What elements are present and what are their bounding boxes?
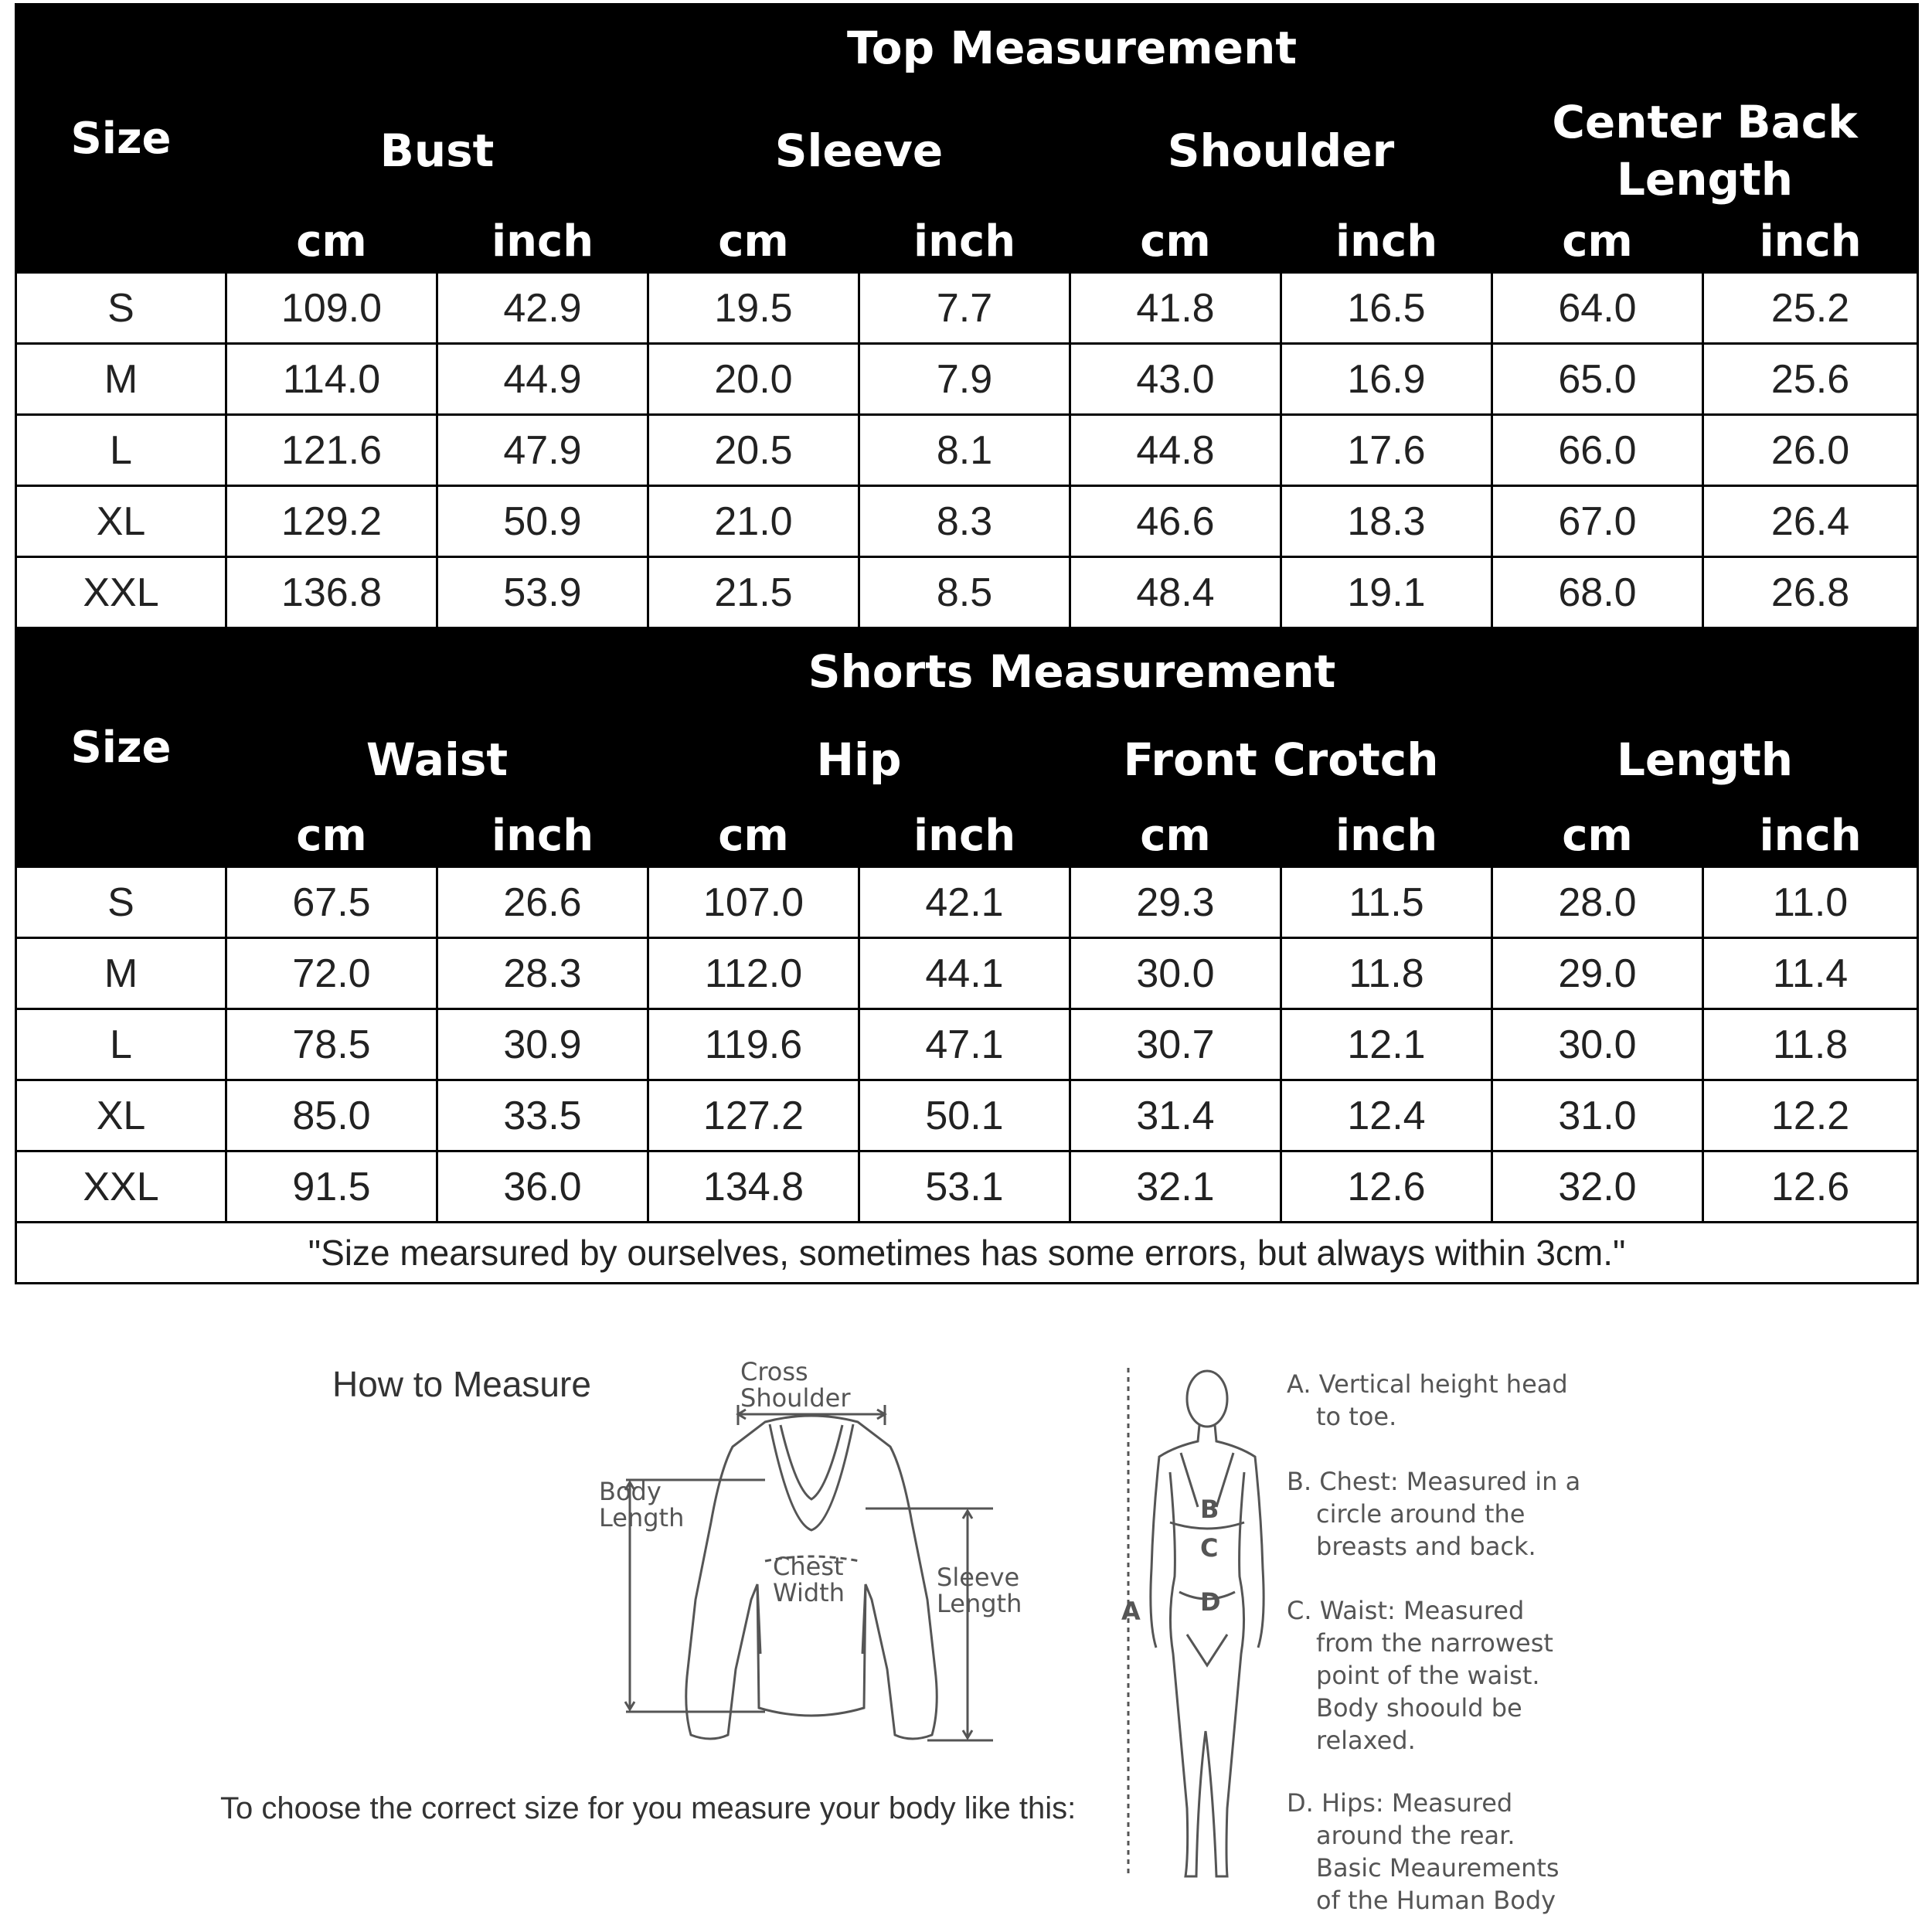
- size-cell: M: [16, 938, 226, 1009]
- measurement-cell: 26.0: [1703, 415, 1918, 486]
- group-header: Hip: [648, 716, 1070, 804]
- measurement-cell: 11.4: [1703, 938, 1918, 1009]
- body-label-d: D: [1200, 1587, 1221, 1617]
- group-header: Shoulder: [1070, 92, 1492, 210]
- measurement-cell: 47.9: [437, 415, 648, 486]
- description-d: D. Hips: Measured around the rear. Basic Meaurements of the Human Body: [1287, 1788, 1560, 1915]
- size-cell: L: [16, 415, 226, 486]
- measurement-cell: 119.6: [648, 1009, 859, 1080]
- measurement-cell: 85.0: [226, 1080, 437, 1151]
- description-c: C. Waist: Measured from the narrowest point of the waist. Body shoould be relaxed.: [1287, 1596, 1553, 1755]
- sleeve-length-label: Sleeve Length: [937, 1563, 1022, 1618]
- measurement-cell: 29.3: [1070, 867, 1281, 938]
- measurement-cell: 42.1: [859, 867, 1070, 938]
- unit-header: cm: [648, 210, 859, 273]
- table-row: [16, 273, 1918, 344]
- measurement-cell: 29.0: [1492, 938, 1703, 1009]
- unit-header: cm: [226, 804, 437, 867]
- size-chart: [15, 3, 1917, 1284]
- measurement-cell: 11.8: [1281, 938, 1492, 1009]
- unit-header: inch: [859, 804, 1070, 867]
- unit-header: cm: [1070, 210, 1281, 273]
- measurement-cell: 31.4: [1070, 1080, 1281, 1151]
- measurement-cell: 28.3: [437, 938, 648, 1009]
- measurement-cell: 33.5: [437, 1080, 648, 1151]
- unit-header: cm: [1070, 804, 1281, 867]
- unit-header: inch: [1281, 210, 1492, 273]
- unit-header: cm: [1492, 804, 1703, 867]
- measurement-cell: 11.8: [1703, 1009, 1918, 1080]
- table-row: [16, 867, 1918, 938]
- unit-header: cm: [226, 210, 437, 273]
- measurement-cell: 36.0: [437, 1151, 648, 1223]
- measurement-cell: 112.0: [648, 938, 859, 1009]
- measurement-cell: 30.0: [1070, 938, 1281, 1009]
- size-cell: XXL: [16, 557, 226, 628]
- measurement-cell: 8.3: [859, 486, 1070, 557]
- measurement-cell: 20.5: [648, 415, 859, 486]
- measurement-cell: 8.5: [859, 557, 1070, 628]
- measurement-cell: 107.0: [648, 867, 859, 938]
- measurement-cell: 25.2: [1703, 273, 1918, 344]
- size-cell: XL: [16, 486, 226, 557]
- measurement-cell: 16.5: [1281, 273, 1492, 344]
- unit-header: inch: [1703, 210, 1918, 273]
- table-title: Top Measurement: [226, 5, 1918, 92]
- size-cell: M: [16, 344, 226, 415]
- description-b: B. Chest: Measured in a circle around the breasts and back.: [1287, 1467, 1581, 1561]
- table-title: Shorts Measurement: [226, 628, 1918, 716]
- measurement-cell: 12.6: [1281, 1151, 1492, 1223]
- body-figure-diagram: [1113, 1360, 1298, 1901]
- measurement-cell: 12.4: [1281, 1080, 1492, 1151]
- measurement-cell: 78.5: [226, 1009, 437, 1080]
- measurement-cell: 42.9: [437, 273, 648, 344]
- measurement-cell: 26.6: [437, 867, 648, 938]
- measurement-cell: 19.5: [648, 273, 859, 344]
- measurement-cell: 68.0: [1492, 557, 1703, 628]
- body-label-a: A: [1121, 1597, 1141, 1626]
- measurement-cell: 11.5: [1281, 867, 1492, 938]
- table-row: [16, 557, 1918, 628]
- measurement-cell: 44.1: [859, 938, 1070, 1009]
- top-table-body: [16, 273, 1918, 628]
- size-disclaimer: "Size mearsured by ourselves, sometimes has some errors, but always within 3cm.": [16, 1223, 1918, 1284]
- unit-header: cm: [648, 804, 859, 867]
- measurement-cell: 64.0: [1492, 273, 1703, 344]
- body-label-b: B: [1200, 1495, 1219, 1524]
- measurement-cell: 20.0: [648, 344, 859, 415]
- measurement-cell: 21.0: [648, 486, 859, 557]
- table-row: [16, 938, 1918, 1009]
- measurement-cell: 21.5: [648, 557, 859, 628]
- measurement-cell: 12.1: [1281, 1009, 1492, 1080]
- group-header: Waist: [226, 716, 648, 804]
- measurement-cell: 65.0: [1492, 344, 1703, 415]
- measurement-cell: 67.0: [1492, 486, 1703, 557]
- measurement-cell: 43.0: [1070, 344, 1281, 415]
- size-column-header: Size: [16, 5, 226, 273]
- unit-header: inch: [859, 210, 1070, 273]
- measurement-cell: 109.0: [226, 273, 437, 344]
- size-cell: S: [16, 867, 226, 938]
- measurement-cell: 19.1: [1281, 557, 1492, 628]
- measurement-cell: 30.9: [437, 1009, 648, 1080]
- description-a: A. Vertical height head to toe.: [1287, 1369, 1568, 1431]
- top-measurement-table: [15, 3, 1919, 629]
- table-row: [16, 486, 1918, 557]
- table-row: [16, 415, 1918, 486]
- measurement-cell: 7.7: [859, 273, 1070, 344]
- measurement-cell: 28.0: [1492, 867, 1703, 938]
- measurement-cell: 41.8: [1070, 273, 1281, 344]
- measurement-cell: 121.6: [226, 415, 437, 486]
- group-header: Sleeve: [648, 92, 1070, 210]
- measurement-cell: 127.2: [648, 1080, 859, 1151]
- table-row: [16, 1080, 1918, 1151]
- measurement-cell: 26.8: [1703, 557, 1918, 628]
- size-cell: L: [16, 1009, 226, 1080]
- group-header: Front Crotch: [1070, 716, 1492, 804]
- unit-header: inch: [437, 210, 648, 273]
- measurement-cell: 30.0: [1492, 1009, 1703, 1080]
- table-row: [16, 1151, 1918, 1223]
- cross-shoulder-label: Cross Shoulder: [740, 1357, 851, 1413]
- how-to-measure-section: [0, 1314, 1932, 1932]
- measurement-cell: 25.6: [1703, 344, 1918, 415]
- measurement-cell: 47.1: [859, 1009, 1070, 1080]
- measurement-cell: 18.3: [1281, 486, 1492, 557]
- measurement-cell: 134.8: [648, 1151, 859, 1223]
- unit-header: inch: [437, 804, 648, 867]
- measurement-cell: 53.1: [859, 1151, 1070, 1223]
- measurement-cell: 48.4: [1070, 557, 1281, 628]
- chest-width-label: Chest Width: [773, 1552, 845, 1607]
- unit-header: inch: [1281, 804, 1492, 867]
- shorts-table-body: [16, 867, 1918, 1223]
- measurement-cell: 31.0: [1492, 1080, 1703, 1151]
- measurement-cell: 114.0: [226, 344, 437, 415]
- size-cell: XL: [16, 1080, 226, 1151]
- instruction-text: To choose the correct size for you measure your body like this:: [220, 1791, 1077, 1825]
- measurement-cell: 30.7: [1070, 1009, 1281, 1080]
- measurement-cell: 44.8: [1070, 415, 1281, 486]
- measurement-cell: 72.0: [226, 938, 437, 1009]
- measurement-cell: 7.9: [859, 344, 1070, 415]
- measurement-cell: 32.1: [1070, 1151, 1281, 1223]
- measurement-cell: 44.9: [437, 344, 648, 415]
- measurement-cell: 46.6: [1070, 486, 1281, 557]
- size-cell: XXL: [16, 1151, 226, 1223]
- measurement-cell: 12.6: [1703, 1151, 1918, 1223]
- measurement-cell: 50.1: [859, 1080, 1070, 1151]
- table-row: [16, 344, 1918, 415]
- measurement-cell: 11.0: [1703, 867, 1918, 938]
- size-cell: S: [16, 273, 226, 344]
- measurement-cell: 67.5: [226, 867, 437, 938]
- group-header: Bust: [226, 92, 648, 210]
- measurement-cell: 136.8: [226, 557, 437, 628]
- unit-header: cm: [1492, 210, 1703, 273]
- measurement-cell: 17.6: [1281, 415, 1492, 486]
- shorts-measurement-table: [15, 627, 1919, 1284]
- measurement-cell: 129.2: [226, 486, 437, 557]
- unit-header: inch: [1703, 804, 1918, 867]
- measurement-cell: 26.4: [1703, 486, 1918, 557]
- group-header: Length: [1492, 716, 1918, 804]
- measurement-cell: 66.0: [1492, 415, 1703, 486]
- size-column-header: Size: [16, 628, 226, 867]
- measurement-cell: 53.9: [437, 557, 648, 628]
- measurement-cell: 32.0: [1492, 1151, 1703, 1223]
- body-length-label: Body Length: [599, 1477, 685, 1532]
- measurement-cell: 12.2: [1703, 1080, 1918, 1151]
- body-label-c: C: [1200, 1533, 1219, 1563]
- table-row: [16, 1009, 1918, 1080]
- measurement-cell: 50.9: [437, 486, 648, 557]
- group-header: Center Back Length: [1492, 92, 1918, 210]
- measurement-cell: 8.1: [859, 415, 1070, 486]
- how-to-measure-title: How to Measure: [332, 1364, 591, 1404]
- measurement-cell: 91.5: [226, 1151, 437, 1223]
- measurement-cell: 16.9: [1281, 344, 1492, 415]
